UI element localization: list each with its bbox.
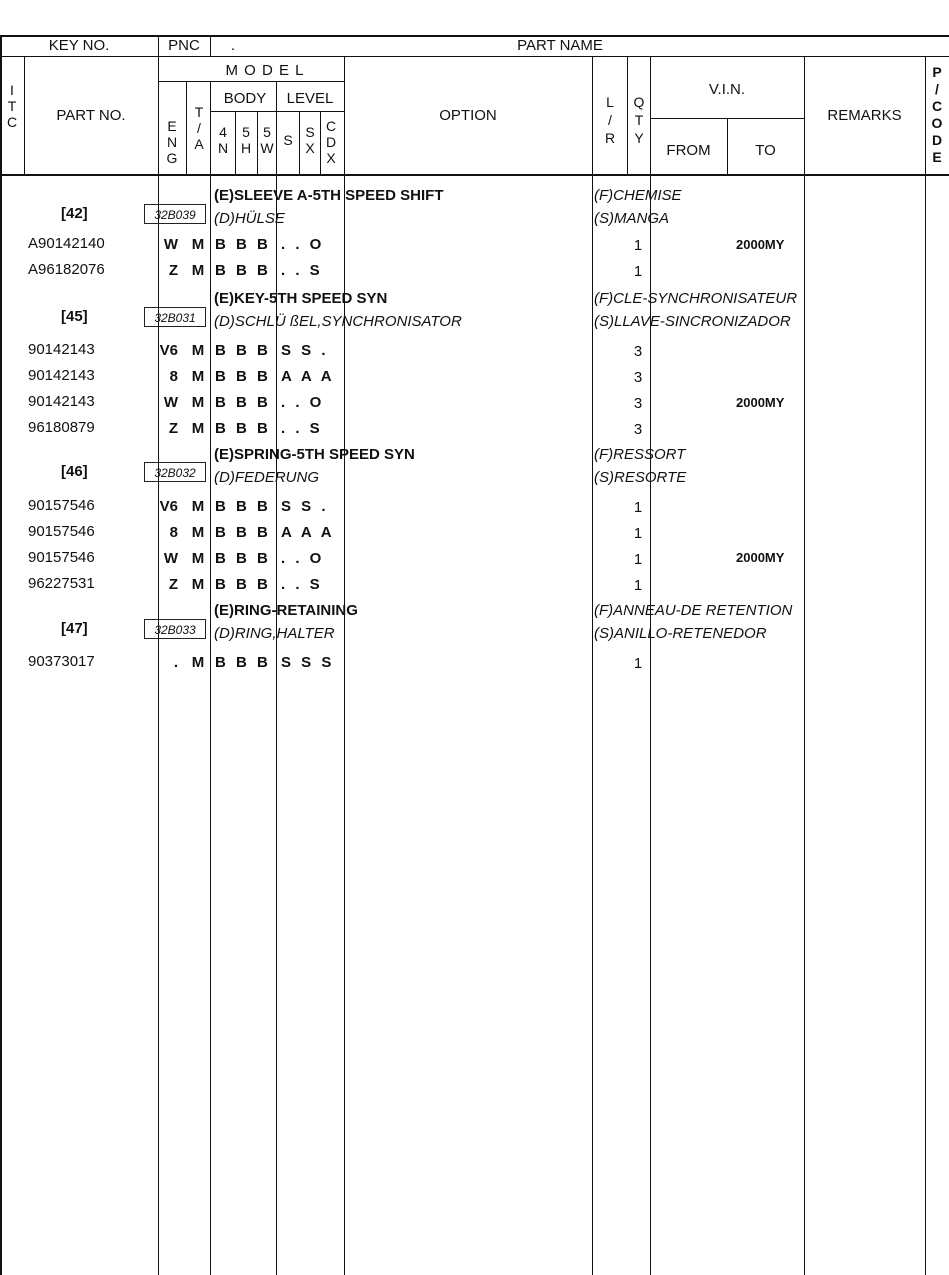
eng-header: E N G <box>166 118 178 166</box>
from-header: FROM <box>666 142 711 159</box>
header-dot: . <box>230 37 236 54</box>
eng-code: Z <box>168 262 178 279</box>
level-codes: . . O <box>281 550 325 567</box>
level-col-cdx: C D X <box>325 118 337 166</box>
part-name-fr: (F)RESSORT <box>594 446 686 463</box>
level-header: LEVEL <box>286 90 334 107</box>
part-name-en: (E)KEY-5TH SPEED SYN <box>214 290 388 307</box>
key-no: [45] <box>61 308 88 325</box>
level-codes: . . O <box>281 236 325 253</box>
body-codes: B B B <box>215 262 271 279</box>
eng-code: 8 <box>169 368 178 385</box>
pcode-header: P / C O D E <box>931 64 943 165</box>
part-name-en: (E)SLEEVE A-5TH SPEED SHIFT <box>214 187 444 204</box>
eng-code: Z <box>168 576 178 593</box>
part-number: 90142143 <box>28 367 95 384</box>
body2-line <box>257 111 258 174</box>
level2-line <box>320 111 321 174</box>
body-codes: B B B <box>215 368 271 385</box>
part-name-es: (S)ANILLO-RETENEDOR <box>594 625 767 642</box>
vin-from: 2000MY <box>736 395 785 410</box>
header-row1-divider <box>0 56 949 57</box>
ta-code: M <box>191 368 205 385</box>
level1-line <box>299 111 300 174</box>
eng-code: V6 <box>159 498 178 515</box>
header-bottom-border <box>0 174 949 176</box>
ta-code: M <box>191 576 205 593</box>
remarks-col-line <box>804 56 805 1275</box>
eng-code: W <box>163 236 178 253</box>
part-name-de: (D)RING,HALTER <box>214 625 335 642</box>
level-col-s: S <box>283 132 293 148</box>
qty-value: 3 <box>633 343 643 360</box>
part-number: 96227531 <box>28 575 95 592</box>
body-level-line <box>276 81 277 1275</box>
lr-col-line <box>592 56 593 1275</box>
part-name-header: PART NAME <box>517 37 603 54</box>
eng-code: 8 <box>169 524 178 541</box>
part-number: 90157546 <box>28 497 95 514</box>
eng-code: W <box>163 550 178 567</box>
ta-code: M <box>191 654 205 671</box>
lr-header: L / R <box>604 94 616 146</box>
part-name-es: (S)LLAVE-SINCRONIZADOR <box>594 313 791 330</box>
body-codes: B B B <box>215 498 271 515</box>
qty-value: 1 <box>633 499 643 516</box>
body-codes: B B B <box>215 236 271 253</box>
qty-value: 3 <box>633 369 643 386</box>
part-number: 96180879 <box>28 419 95 436</box>
table-top-border <box>0 35 949 37</box>
part-number: A90142140 <box>28 235 105 252</box>
itc-header: I T C <box>6 82 18 130</box>
body-level-divider <box>210 111 344 112</box>
qty-value: 1 <box>633 655 643 672</box>
part-name-de: (D)FEDERUNG <box>214 469 319 486</box>
body1-line <box>235 111 236 174</box>
part-name-es: (S)RESORTE <box>594 469 687 486</box>
pnc-box: 32B033 <box>144 619 206 639</box>
qty-value: 1 <box>633 525 643 542</box>
part-name-fr: (F)CHEMISE <box>594 187 682 204</box>
vin-from: 2000MY <box>736 237 785 252</box>
key-no: [47] <box>61 620 88 637</box>
ta-code: M <box>191 394 205 411</box>
remarks-header: REMARKS <box>827 107 902 124</box>
to-header: TO <box>755 142 776 159</box>
eng-code: Z <box>168 420 178 437</box>
body-codes: B B B <box>215 524 271 541</box>
body-codes: B B B <box>215 654 271 671</box>
body-col-4n: 4 N <box>217 124 229 156</box>
part-number: 90157546 <box>28 523 95 540</box>
level-codes: S S . <box>281 342 329 359</box>
ta-header: T / A <box>194 104 204 152</box>
eng-col-line <box>186 81 187 174</box>
ta-col-line <box>210 81 211 1275</box>
level-codes: S S . <box>281 498 329 515</box>
body-col-5h: 5 H <box>240 124 252 156</box>
key-no-header: KEY NO. <box>48 37 110 54</box>
qty-value: 1 <box>633 551 643 568</box>
part-name-en: (E)SPRING-5TH SPEED SYN <box>214 446 415 463</box>
pnc-box: 32B032 <box>144 462 206 482</box>
part-number: 90142143 <box>28 393 95 410</box>
pnc-col-line <box>210 35 211 57</box>
part-name-de: (D)HÜLSE <box>214 210 285 227</box>
ta-code: M <box>191 498 205 515</box>
pnc-header: PNC <box>168 37 200 54</box>
qty-value: 1 <box>633 263 643 280</box>
qty-value: 3 <box>633 395 643 412</box>
level-col-sx: S X <box>305 124 315 156</box>
vin-col-line <box>650 56 651 1275</box>
ta-code: M <box>191 550 205 567</box>
qty-value: 3 <box>633 421 643 438</box>
option-col-line <box>344 56 345 1275</box>
body-col-5w: 5 W <box>260 124 274 156</box>
level-codes: . . S <box>281 262 323 279</box>
level-codes: . . S <box>281 420 323 437</box>
pnc-box: 32B031 <box>144 307 206 327</box>
eng-code: W <box>163 394 178 411</box>
body-codes: B B B <box>215 576 271 593</box>
level-codes: . . S <box>281 576 323 593</box>
ta-code: M <box>191 342 205 359</box>
eng-code: V6 <box>159 342 178 359</box>
qty-value: 1 <box>633 577 643 594</box>
key-no: [46] <box>61 463 88 480</box>
left-border <box>0 35 2 1275</box>
part-name-en: (E)RING-RETAINING <box>214 602 358 619</box>
pnc-box: 32B039 <box>144 204 206 224</box>
level-codes: S S S <box>281 654 335 671</box>
vin-from: 2000MY <box>736 550 785 565</box>
ta-code: M <box>191 262 205 279</box>
level-codes: A A A <box>281 368 335 385</box>
ta-code: M <box>191 524 205 541</box>
ta-code: M <box>191 420 205 437</box>
vin-header: V.I.N. <box>708 81 746 98</box>
part-number: 90373017 <box>28 653 95 670</box>
eng-code: . <box>173 654 178 671</box>
part-no-header: PART NO. <box>56 107 126 124</box>
key-no: [42] <box>61 205 88 222</box>
option-header: OPTION <box>439 107 497 124</box>
part-number: A96182076 <box>28 261 105 278</box>
qty-col-line <box>627 56 628 174</box>
ta-code: M <box>191 236 205 253</box>
part-name-de: (D)SCHLÜ ßEL,SYNCHRONISATOR <box>214 313 462 330</box>
part-name-fr: (F)CLE-SYNCHRONISATEUR <box>594 290 798 307</box>
body-codes: B B B <box>215 342 271 359</box>
part-number: 90157546 <box>28 549 95 566</box>
body-header: BODY <box>223 90 267 107</box>
qty-header: Q T Y <box>633 94 645 146</box>
qty-value: 1 <box>633 237 643 254</box>
level-codes: A A A <box>281 524 335 541</box>
model-header: M O D E L <box>225 62 305 79</box>
level-codes: . . O <box>281 394 325 411</box>
part-name-es: (S)MANGA <box>594 210 669 227</box>
body-codes: B B B <box>215 420 271 437</box>
part-number: 90142143 <box>28 341 95 358</box>
pcode-col-line <box>925 56 926 1275</box>
body-codes: B B B <box>215 550 271 567</box>
body-codes: B B B <box>215 394 271 411</box>
part-name-fr: (F)ANNEAU-DE RETENTION <box>594 602 793 619</box>
